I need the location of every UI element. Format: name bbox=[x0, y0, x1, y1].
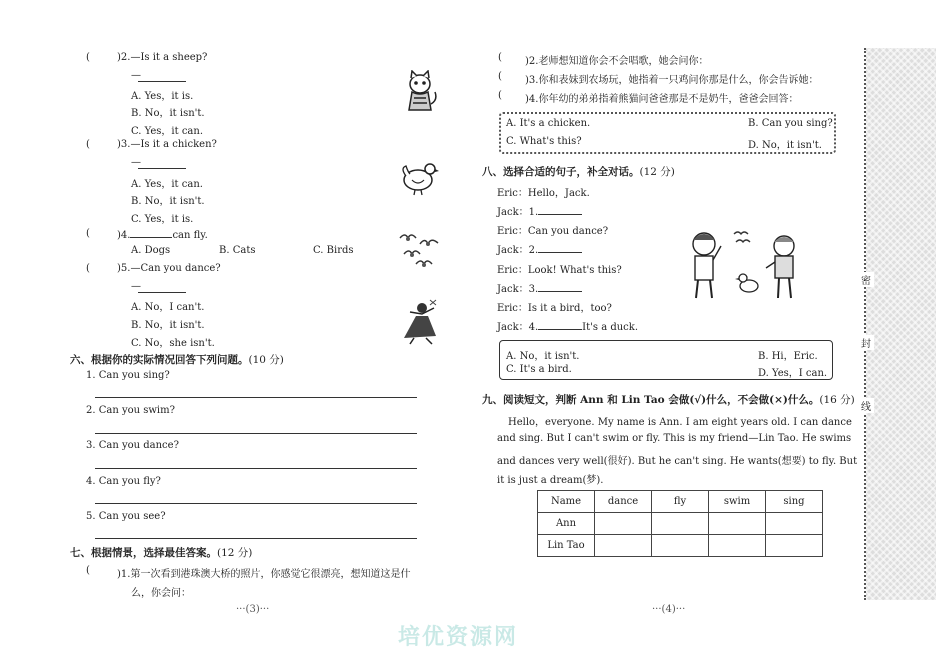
option: A. No，I can't. bbox=[131, 302, 205, 313]
section-8-title: 八、选择合适的句子，补全对话。(12 分) bbox=[482, 166, 675, 178]
passage-line: and dances very well(很好). But he can't sing. He wants(想要) to fly. But bbox=[497, 456, 858, 467]
paren-q5: ( bbox=[86, 263, 90, 274]
table-header: fly bbox=[652, 491, 709, 513]
paren-s7-q1: ( bbox=[86, 565, 90, 576]
option: C. Yes，it can. bbox=[131, 126, 204, 137]
s7-question-4: )4.你年幼的弟弟指着熊猫问爸爸那是不是奶牛，爸爸会回答： bbox=[525, 94, 799, 105]
paren-q2: ( bbox=[86, 52, 90, 63]
table-row bbox=[538, 513, 823, 535]
answer-cell[interactable] bbox=[652, 513, 709, 535]
table-header: Name bbox=[538, 491, 595, 513]
option: A. Dogs bbox=[131, 245, 171, 256]
dash-q5: — bbox=[131, 281, 141, 292]
row-name: Lin Tao bbox=[538, 535, 595, 557]
answer-cell[interactable] bbox=[652, 535, 709, 557]
option: C. It's a bird. bbox=[506, 364, 572, 375]
answer-cell[interactable] bbox=[766, 535, 823, 557]
cat-illustration bbox=[402, 70, 438, 116]
dialogue-line: Jack：2. bbox=[497, 241, 582, 256]
seal-dotted-line bbox=[864, 48, 866, 600]
table-header: sing bbox=[766, 491, 823, 513]
table-header: swim bbox=[709, 491, 766, 513]
s7-question-3: )3.你和表妹到农场玩，她指着一只鸡问你那是什么，你会告诉她： bbox=[525, 75, 819, 86]
paren-s7-q4: ( bbox=[498, 90, 502, 101]
dash-q3: — bbox=[131, 157, 141, 168]
answer-cell[interactable] bbox=[709, 535, 766, 557]
question-q4: )4. can fly. bbox=[117, 230, 208, 241]
dialogue-line: Eric：Look! What's this? bbox=[497, 265, 622, 276]
s7-question-2: )2.老师想知道你会不会唱歌，她会问你： bbox=[525, 56, 709, 67]
option: A. Yes，it is. bbox=[131, 91, 194, 102]
answer-line bbox=[138, 168, 186, 169]
paren-q4: ( bbox=[86, 228, 90, 239]
option: B. Hi，Eric. bbox=[758, 351, 818, 362]
option: B. Cats bbox=[219, 245, 256, 256]
dancing-girl-illustration bbox=[400, 298, 440, 346]
option: A. No，it isn't. bbox=[506, 351, 580, 362]
question-item: 1. Can you sing? bbox=[86, 370, 170, 381]
option: D. No，it isn't. bbox=[748, 140, 822, 151]
answer-line[interactable] bbox=[95, 503, 417, 504]
ability-table bbox=[537, 490, 823, 557]
section-7-title: 七、根据情景，选择最佳答案。(12 分) bbox=[70, 547, 253, 559]
page-number-left: ···(3)··· bbox=[236, 604, 270, 615]
s7-question-1: )1.第一次看到港珠澳大桥的照片，你感觉它很漂亮，想知道这是什 bbox=[117, 569, 411, 580]
option: A. It's a chicken. bbox=[506, 118, 591, 129]
seal-char: 密 bbox=[858, 272, 874, 287]
option: D. Yes，I can. bbox=[758, 368, 828, 379]
dialogue-line: Jack：4. It's a duck. bbox=[497, 322, 639, 333]
answer-line[interactable] bbox=[95, 468, 417, 469]
question-item: 4. Can you fly? bbox=[86, 476, 161, 487]
dialogue-line: Eric：Can you dance? bbox=[497, 226, 609, 237]
watermark: 培优资源网 bbox=[398, 625, 519, 650]
answer-cell[interactable] bbox=[595, 535, 652, 557]
answer-cell[interactable] bbox=[766, 513, 823, 535]
answer-cell[interactable] bbox=[709, 513, 766, 535]
paren-s7-q3: ( bbox=[498, 71, 502, 82]
answer-line bbox=[138, 292, 186, 293]
option: C. What's this? bbox=[506, 136, 582, 147]
passage-line: and sing. But I can't swim or fly. This is my friend—Lin Tao. He swims bbox=[497, 433, 852, 444]
option: B. No，it isn't. bbox=[131, 196, 205, 207]
option: C. Birds bbox=[313, 245, 354, 256]
answer-line[interactable] bbox=[95, 538, 417, 539]
answer-cell[interactable] bbox=[595, 513, 652, 535]
dialogue-line: Jack：1. bbox=[497, 203, 582, 218]
section-9-title: 九、阅读短文，判断 Ann 和 Lin Tao 会做(√)什么，不会做(×)什么。(16 分) bbox=[482, 394, 855, 406]
question-item: 2. Can you swim? bbox=[86, 405, 175, 416]
answer-line[interactable] bbox=[95, 397, 417, 398]
question-q2: )2.—Is it a sheep? bbox=[117, 52, 208, 63]
dialogue-line: Jack：3. bbox=[497, 280, 582, 295]
section-6-title: 六、根据你的实际情况回答下列问题。(10 分) bbox=[70, 354, 284, 366]
binding-strip bbox=[866, 48, 936, 600]
answer-line bbox=[138, 81, 186, 82]
option: C. Yes，it is. bbox=[131, 214, 194, 225]
option: B. Can you sing? bbox=[748, 118, 833, 129]
option: A. Yes，it can. bbox=[131, 179, 203, 190]
s7-question-1-cont: 么，你会问： bbox=[131, 588, 191, 599]
table-header: dance bbox=[595, 491, 652, 513]
question-q5: )5.—Can you dance? bbox=[117, 263, 221, 274]
seal-char: 封 bbox=[858, 335, 874, 350]
table-header-row bbox=[538, 491, 823, 513]
page-number-right: ···(4)··· bbox=[652, 604, 686, 615]
dialogue-line: Eric：Hello，Jack. bbox=[497, 188, 590, 199]
question-item: 3. Can you dance? bbox=[86, 440, 179, 451]
boys-duck-illustration bbox=[684, 228, 804, 302]
passage-line: it is just a dream(梦). bbox=[497, 475, 604, 486]
birds-illustration bbox=[398, 230, 444, 272]
table-row bbox=[538, 535, 823, 557]
question-q3: )3.—Is it a chicken? bbox=[117, 139, 217, 150]
question-item: 5. Can you see? bbox=[86, 511, 166, 522]
row-name: Ann bbox=[538, 513, 595, 535]
option: B. No，it isn't. bbox=[131, 320, 205, 331]
chicken-illustration bbox=[400, 158, 440, 196]
paren-s7-q2: ( bbox=[498, 52, 502, 63]
answer-line[interactable] bbox=[95, 433, 417, 434]
paren-q3: ( bbox=[86, 139, 90, 150]
option: C. No，she isn't. bbox=[131, 338, 215, 349]
option: B. No，it isn't. bbox=[131, 108, 205, 119]
dialogue-line: Eric：Is it a bird，too? bbox=[497, 303, 612, 314]
seal-char: 线 bbox=[858, 398, 874, 413]
passage-line: Hello，everyone. My name is Ann. I am eight years old. I can dance bbox=[508, 417, 852, 428]
dash-q2: — bbox=[131, 70, 141, 81]
